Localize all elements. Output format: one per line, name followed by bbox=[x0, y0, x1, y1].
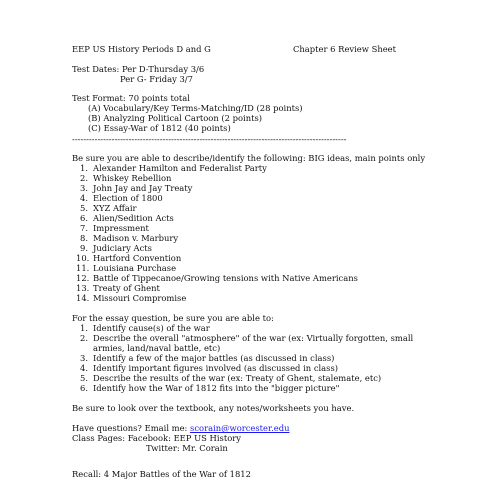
list-number: 11. bbox=[76, 263, 90, 273]
dashed-divider: ------------------------------------------------------------------------------------------------- bbox=[72, 134, 347, 144]
list-item-text: Missouri Compromise bbox=[93, 293, 187, 303]
test-dates-line1: Test Dates: Per D-Thursday 3/6 bbox=[72, 64, 205, 74]
list-number: 1. bbox=[80, 163, 88, 173]
list-item-text: John Jay and Jay Treaty bbox=[93, 183, 193, 193]
list-number: 3. bbox=[80, 183, 88, 193]
big-ideas-intro: Be sure you are able to describe/identify the following: BIG ideas, main points only bbox=[72, 153, 426, 163]
list-number: 5. bbox=[80, 203, 88, 213]
list-number: 5. bbox=[80, 373, 88, 383]
twitter-line: Twitter: Mr. Corain bbox=[146, 443, 228, 453]
test-dates-line2: Per G- Friday 3/7 bbox=[120, 74, 193, 84]
email-link[interactable]: scorain@worcester.edu bbox=[190, 423, 290, 433]
list-item-text: Describe the results of the war (ex: Treaty of Ghent, stalemate, etc) bbox=[93, 373, 382, 383]
reminder-text: Be sure to look over the textbook, any notes/worksheets you have. bbox=[72, 403, 355, 413]
test-format-item: (B) Analyzing Political Cartoon (2 points) bbox=[88, 113, 263, 123]
list-item bbox=[76, 293, 186, 304]
list-number: 4. bbox=[80, 363, 88, 373]
list-item-text: Election of 1800 bbox=[93, 193, 163, 203]
list-item-text: Describe the overall "atmosphere" of the war (ex: Virtually forgotten, small bbox=[93, 333, 414, 343]
list-item-text: Identify a few of the major battles (as discussed in class) bbox=[93, 353, 335, 363]
list-number: 6. bbox=[80, 383, 88, 393]
list-item-text: XYZ Affair bbox=[93, 203, 137, 213]
list-number: 2. bbox=[80, 333, 88, 343]
list-number: 8. bbox=[80, 233, 88, 243]
questions-prefix: Have questions? Email me: bbox=[72, 423, 191, 433]
list-number: 1. bbox=[80, 323, 88, 333]
recall-heading: Recall: 4 Major Battles of the War of 1812 bbox=[72, 469, 251, 479]
list-item-text: Hartford Convention bbox=[93, 253, 182, 263]
list-item-text: Judiciary Acts bbox=[93, 243, 152, 253]
list-number: 3. bbox=[80, 353, 88, 363]
list-number: 7. bbox=[80, 223, 88, 233]
class-pages: Class Pages: Facebook: EEP US History bbox=[72, 433, 241, 443]
list-number: 6. bbox=[80, 213, 88, 223]
list-item-text: Identify cause(s) of the war bbox=[93, 323, 210, 333]
list-number: 13. bbox=[76, 283, 90, 293]
essay-intro: For the essay question, be sure you are able to: bbox=[72, 313, 274, 323]
sheet-title: Chapter 6 Review Sheet bbox=[293, 44, 397, 54]
list-item-text: Treaty of Ghent bbox=[93, 283, 160, 293]
list-item-text: Alien/Sedition Acts bbox=[93, 213, 174, 223]
list-item-text: Alexander Hamilton and Federalist Party bbox=[93, 163, 267, 173]
list-item-text: Louisiana Purchase bbox=[93, 263, 177, 273]
list-item-text: Whiskey Rebellion bbox=[93, 173, 172, 183]
list-item-text: Identify how the War of 1812 fits into the "bigger picture" bbox=[93, 383, 340, 393]
list-number: 4. bbox=[80, 193, 88, 203]
test-format-item: (C) Essay-War of 1812 (40 points) bbox=[88, 123, 231, 133]
list-number: 9. bbox=[80, 243, 88, 253]
list-item-continuation: armies, land/naval battle, etc) bbox=[93, 343, 221, 353]
test-format-item: (A) Vocabulary/Key Terms-Matching/ID (28 points) bbox=[88, 103, 303, 113]
list-item-text: Madison v. Marbury bbox=[93, 233, 179, 243]
list-item bbox=[76, 383, 340, 394]
test-format-title: Test Format: 70 points total bbox=[72, 93, 190, 103]
list-number: 2. bbox=[80, 173, 88, 183]
list-item-text: Battle of Tippecanoe/Growing tensions with Native Americans bbox=[93, 273, 358, 283]
list-item-text: Identify important figures involved (as discussed in class) bbox=[93, 363, 339, 373]
list-number: 10. bbox=[76, 253, 90, 263]
list-number: 12. bbox=[76, 273, 90, 283]
list-item-text: Impressment bbox=[93, 223, 149, 233]
course-header: EEP US History Periods D and G bbox=[72, 44, 211, 54]
list-number: 14. bbox=[76, 293, 90, 303]
